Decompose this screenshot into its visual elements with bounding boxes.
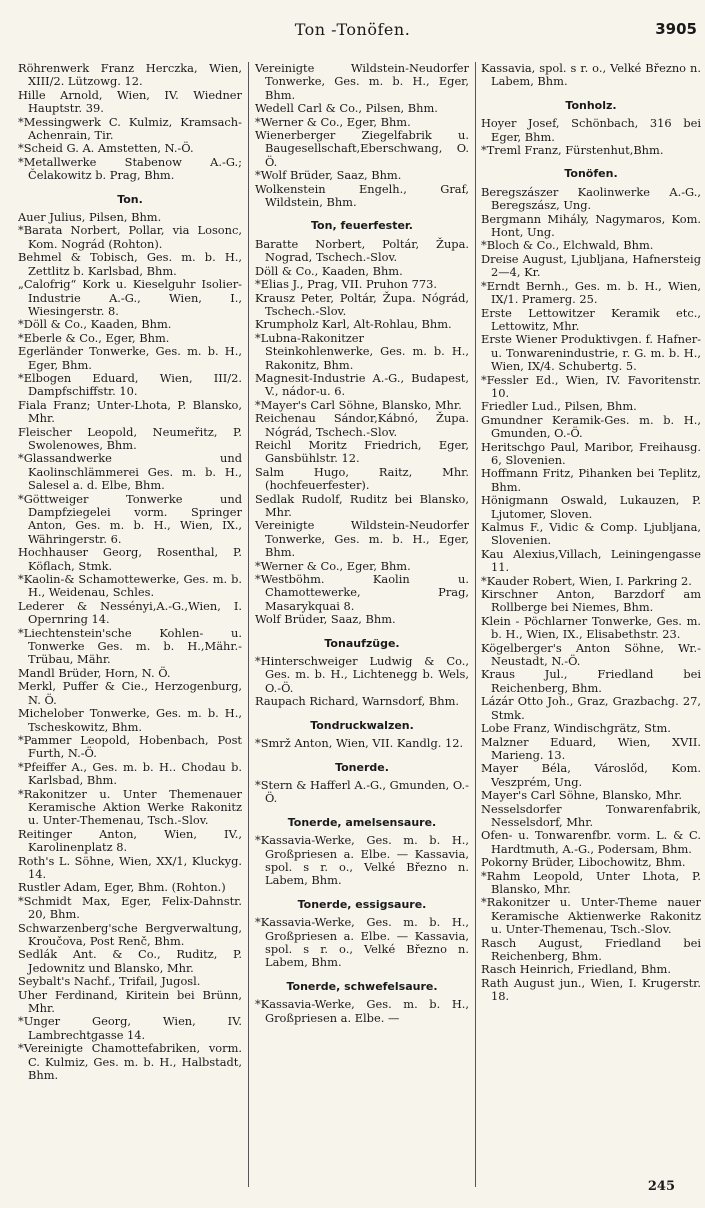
directory-entry: *Kassavia-Werke, Ges. m. b. H., Großpriesen a. Elbe. — <box>255 997 469 1025</box>
directory-entry: Reichl Moritz Friedrich, Eger, Gansbühlstr. 12. <box>255 437 469 466</box>
directory-entry: Hoyer Josef, Schönbach, 316 bei Eger, Bhm. <box>481 116 701 144</box>
directory-entry: Dreise August, Ljubljana, Hafnersteig 2—4, Kr. <box>481 251 701 280</box>
directory-entry: Gmundner Keramik-Ges. m. b. H., Gmunden, O.-Ö. <box>481 412 701 441</box>
directory-entry: *Kassavia-Werke, Ges. m. b. H., Großpriesen a. Elbe. — Kassavia, spol. s r. o., Velké Březno n. Labem, Bhm. <box>255 833 469 888</box>
section-heading: Tonaufzüge. <box>324 636 400 650</box>
directory-entry: Wedell Carl & Co., Pilsen, Bhm. <box>255 101 438 116</box>
directory-entry: *Erndt Bernh., Ges. m. b. H., Wien, IX/1. Pramerg. 25. <box>481 278 701 307</box>
directory-entry: *Schmidt Max, Eger, Felix-Dahnstr. 20, Bhm. <box>18 893 242 922</box>
directory-entry: Döll & Co., Kaaden, Bhm. <box>255 263 403 278</box>
directory-entry: *Wolf Brüder, Saaz, Bhm. <box>255 168 402 183</box>
directory-entry: Hille Arnold, Wien, IV. Wiedner Hauptstr. 39. <box>18 87 242 116</box>
directory-entry: Rasch August, Friedland bei Reichenberg, Bhm. <box>481 935 701 963</box>
directory-entry: *Werner & Co., Eger, Bhm. <box>255 558 411 573</box>
directory-entry: Magnesit-Industrie A.-G., Budapest, V., nádor-u. 6. <box>255 370 469 399</box>
directory-entry: Kalmus F., Vidic & Comp. Ljubljana, Slovenien. <box>481 520 701 548</box>
directory-entry: Fiala Franz; Unter-Lhota, P. Blansko, Mhr. <box>18 397 242 426</box>
directory-entry: Roth's L. Söhne, Wien, XX/1, Kluckyg. 14. <box>18 853 242 881</box>
directory-entry: *Stern & Hafferl A.-G., Gmunden, O.-Ö. <box>255 777 469 806</box>
column-2 <box>255 62 469 1192</box>
directory-entry: Behmel & Tobisch, Ges. m. b. H., Zettlitz b. Karlsbad, Bhm. <box>18 250 242 278</box>
directory-entry: Erste Lettowitzer Keramik etc., Lettowitz, Mhr. <box>481 305 701 333</box>
directory-entry: Kassavia, spol. s r. o., Velké Březno n. Labem, Bhm. <box>481 62 701 89</box>
directory-entry: Nesselsdorfer Tonwarenfabrik, Nesselsdorf, Mhr. <box>481 801 701 829</box>
directory-entry: Krumpholz Karl, Alt-Rohlau, Bhm. <box>255 317 452 332</box>
directory-entry: Vereinigte Wildstein-Neudorfer Tonwerke, Ges. m. b. H., Eger, Bhm. <box>255 518 469 560</box>
directory-entry: Mayer's Carl Söhne, Blansko, Mhr. <box>481 788 683 803</box>
directory-entry: Hoffmann Fritz, Pihanken bei Teplitz, Bhm. <box>481 466 701 494</box>
directory-entry: *Kauder Robert, Wien, I. Parkring 2. <box>481 573 692 588</box>
directory-entry: Heritschgo Paul, Maribor, Freihausg. 6, Slovenien. <box>481 439 701 467</box>
directory-entry: *Pfeiffer A., Ges. m. b. H.. Chodau b. Karlsbad, Bhm. <box>18 759 242 788</box>
section-heading: Tonerde, schwefelsaure. <box>286 979 438 993</box>
directory-entry: *Werner & Co., Eger, Bhm. <box>255 114 411 129</box>
directory-entry: Merkl, Puffer & Cie., Herzogenburg, N. Ö. <box>18 679 242 707</box>
directory-entry: Baratte Norbert, Poltár, Župa. Nograd, Tschech.-Slov. <box>255 236 469 265</box>
directory-entry: Salm Hugo, Raitz, Mhr. (hochfeuerfester). <box>255 464 469 493</box>
section-heading: Ton. <box>117 192 143 206</box>
section-heading: Ton, feuerfester. <box>311 219 413 233</box>
directory-entry: *Elbogen Eduard, Wien, III/2. Dampfschiffstr. 10. <box>18 370 242 399</box>
directory-entry: Mayer Béla, Városlőd, Kom. Veszprém, Ung. <box>481 761 701 789</box>
directory-entry: *Kassavia-Werke, Ges. m. b. H., Großpriesen a. Elbe. — Kassavia, spol. s r. o., Velké Březno n. Labem, Bhm. <box>255 915 469 970</box>
directory-entry: *Lubna-Rakonitzer Steinkohlenwerke, Ges. m. b. H., Rakonitz, Bhm. <box>255 330 469 372</box>
directory-entry: Rath August jun., Wien, I. Krugerstr. 18. <box>481 975 701 1004</box>
directory-entry: Wolkenstein Engelh., Graf, Wildstein, Bhm. <box>255 181 469 210</box>
directory-entry: Rustler Adam, Eger, Bhm. (Rohton.) <box>18 880 226 895</box>
directory-entry: *Liechtenstein'sche Kohlen- u. Tonwerke Ges. m. b. H.,Mähr.-Trübau, Mähr. <box>18 625 242 667</box>
directory-entry: Raupach Richard, Warnsdorf, Bhm. <box>255 694 459 709</box>
signature-mark: 245 <box>647 1179 675 1194</box>
directory-entry: Rasch Heinrich, Friedland, Bhm. <box>481 962 671 977</box>
directory-entry: *Rakonitzer u. Unter-Theme nauer Keramische Aktienwerke Rakonitz u. Unter-Themenau, Tsch.-Slov. <box>481 895 701 937</box>
directory-entry: Uher Ferdinand, Kiritein bei Brünn, Mhr. <box>18 987 242 1016</box>
directory-entry: Röhrenwerk Franz Herczka, Wien, XIII/2. Lützowg. 12. <box>18 62 242 89</box>
directory-entry: Ofen- u. Tonwarenfbr. vorm. L. & C. Hardtmuth, A.-G., Podersam, Bhm. <box>481 828 701 856</box>
section-heading: Tonöfen. <box>564 167 618 181</box>
directory-entry: Klein - Pöchlarner Tonwerke, Ges. m. b. H., Wien, IX., Elisabethstr. 23. <box>481 613 701 642</box>
directory-entry: Erste Wiener Produktivgen. f. Hafner-u. Tonwarenindustrie, r. G. m. b. H., Wien, IX/4. Schubertg. 5. <box>481 332 701 374</box>
directory-entry: *Hinterschweiger Ludwig & Co., Ges. m. b. H., Lichtenegg b. Wels, O.-Ö. <box>255 654 469 695</box>
column-divider <box>248 62 249 1187</box>
directory-entry: Schwarzenberg'sche Bergverwaltung, Kroučova, Post Renč, Bhm. <box>18 920 242 948</box>
directory-entry: *Bloch & Co., Elchwald, Bhm. <box>481 238 654 253</box>
directory-entry: *Metallwerke Stabenow A.-G.; Čelakowitz b. Prag, Bhm. <box>18 154 242 183</box>
directory-entry: Hochhauser Georg, Rosenthal, P. Köflach, Stmk. <box>18 545 242 573</box>
directory-entry: *Eberle & Co., Eger, Bhm. <box>18 330 170 345</box>
directory-entry: *Westböhm. Kaolin u. Chamottewerke, Prag, Masarykquai 8. <box>255 572 469 613</box>
directory-entry: Wienerberger Ziegelfabrik u. Baugesellschaft,Eberschwang, O. Ö. <box>255 128 469 169</box>
directory-entry: Lederer & Nessényi,A.-G.,Wien, I. Opernring 14. <box>18 598 242 627</box>
directory-entry: „Calofrig“ Kork u. Kieselguhr Isolier-Industrie A.-G., Wien, I., Wiesingerstr. 8. <box>18 277 242 318</box>
directory-entry: Pokorny Brüder, Libochowitz, Bhm. <box>481 855 686 870</box>
section-heading: Tonerde. <box>335 760 389 774</box>
directory-entry: Kirschner Anton, Barzdorf am Rollberge bei Niemes, Bhm. <box>481 587 701 615</box>
directory-entry: Krausz Peter, Poltár, Župa. Nógrád, Tschech.-Slov. <box>255 290 469 318</box>
directory-entry: *Döll & Co., Kaaden, Bhm. <box>18 317 172 332</box>
directory-entry: Michelober Tonwerke, Ges. m. b. H., Tscheskowitz, Bhm. <box>18 706 242 734</box>
column-3 <box>481 62 701 1192</box>
page-number: 3905 <box>655 20 697 38</box>
directory-entry: Reitinger Anton, Wien, IV., Karolinenplatz 8. <box>18 826 242 855</box>
directory-entry: Fleischer Leopold, Neumeřitz, P. Swolenowes, Bhm. <box>18 424 242 452</box>
directory-entry: *Elias J., Prag, VII. Pruhon 773. <box>255 277 437 292</box>
directory-entry: Hönigmann Oswald, Lukauzen, P. Ljutomer, Sloven. <box>481 493 701 521</box>
section-heading: Tonholz. <box>565 98 617 112</box>
directory-entry: *Rakonitzer u. Unter Themenauer Keramische Aktion Werke Rakonitz u. Unter-Themenau, Tsch.-Slov. <box>18 786 242 828</box>
page-header <box>0 18 705 48</box>
directory-entry: Kögelberger's Anton Söhne, Wr.-Neustadt, N.-Ö. <box>481 640 701 669</box>
directory-entry: Wolf Brüder, Saaz, Bhm. <box>255 612 396 627</box>
directory-entry: *Unger Georg, Wien, IV. Lambrechtgasse 14. <box>18 1014 242 1042</box>
directory-entry: Malzner Eduard, Wien, XVII. Marieng. 13. <box>481 734 701 762</box>
directory-entry: Egerländer Tonwerke, Ges. m. b. H., Eger, Bhm. <box>18 344 242 372</box>
section-heading: Tondruckwalzen. <box>310 718 414 732</box>
directory-entry: Beregszászer Kaolinwerke A.-G., Beregszász, Ung. <box>481 184 701 213</box>
directory-entry: *Mayer's Carl Söhne, Blansko, Mhr. <box>255 397 462 412</box>
directory-entry: Bergmann Mihály, Nagymaros, Kom. Hont, Ung. <box>481 211 701 240</box>
directory-entry: *Smrž Anton, Wien, VII. Kandlg. 12. <box>255 736 464 751</box>
directory-entry: Lázár Otto Joh., Graz, Grazbachg. 27, Stmk. <box>481 694 701 722</box>
directory-entry: Kau Alexius,Villach, Leiningengasse 11. <box>481 546 701 575</box>
directory-entry: *Fessler Ed., Wien, IV. Favoritenstr. 10. <box>481 372 701 400</box>
directory-entry: *Barata Norbert, Pollar, via Losonc, Kom. Nográd (Rohton). <box>18 223 242 251</box>
directory-entry: *Pammer Leopold, Hobenbach, Post Furth, N.-Ö. <box>18 732 242 761</box>
directory-entry: *Treml Franz, Fürstenhut,Bhm. <box>481 143 664 158</box>
directory-entry: Mandl Brüder, Horn, N. Ö. <box>18 665 171 680</box>
running-title: Ton -Tonöfen. <box>294 20 411 39</box>
section-heading: Tonerde, essigsaure. <box>297 897 427 911</box>
directory-entry: Auer Julius, Pilsen, Bhm. <box>18 210 162 225</box>
directory-entry: *Rahm Leopold, Unter Lhota, P. Blansko, Mhr. <box>481 868 701 896</box>
directory-entry: Friedler Lud., Pilsen, Bhm. <box>481 399 637 414</box>
directory-entry: *Messingwerk C. Kulmiz, Kramsach-Achenrain, Tir. <box>18 114 242 143</box>
directory-entry: Vereinigte Wildstein-Neudorfer Tonwerke, Ges. m. b. H., Eger, Bhm. <box>255 62 469 102</box>
column-divider <box>475 62 476 1187</box>
directory-entry: *Göttweiger Tonwerke und Dampfziegelei vorm. Springer Anton, Ges. m. b. H., Wien, IX., Währingerstr. 6. <box>18 491 242 546</box>
directory-entry: Seybalt's Nachf., Trifail, Jugosl. <box>18 974 201 989</box>
directory-entry: *Kaolin-& Schamottewerke, Ges. m. b. H., Weidenau, Schles. <box>18 572 242 600</box>
directory-entry: Lobe Franz, Windischgrätz, Stm. <box>481 721 671 736</box>
directory-entry: Sedlak Rudolf, Ruditz bei Blansko, Mhr. <box>255 491 469 519</box>
directory-entry: Sedlák Ant. & Co., Ruditz, P. Jedownitz und Blansko, Mhr. <box>18 947 242 975</box>
directory-entry: Kraus Jul., Friedland bei Reichenberg, Bhm. <box>481 667 701 695</box>
section-heading: Tonerde, amelsensaure. <box>287 815 437 829</box>
directory-entry: *Glassandwerke und Kaolinschlämmerei Ges. m. b. H., Salesel a. d. Elbe, Bhm. <box>18 451 242 493</box>
directory-entry: *Vereinigte Chamottefabriken, vorm. C. Kulmiz, Ges. m. b. H., Halbstadt, Bhm. <box>18 1041 242 1083</box>
column-1 <box>18 62 242 1192</box>
directory-entry: *Scheid G. A. Amstetten, N.-Ö. <box>18 141 194 156</box>
directory-entry: Reichenau Sándor,Kábnó, Župa. Nógrád, Tschech.-Slov. <box>255 411 469 439</box>
